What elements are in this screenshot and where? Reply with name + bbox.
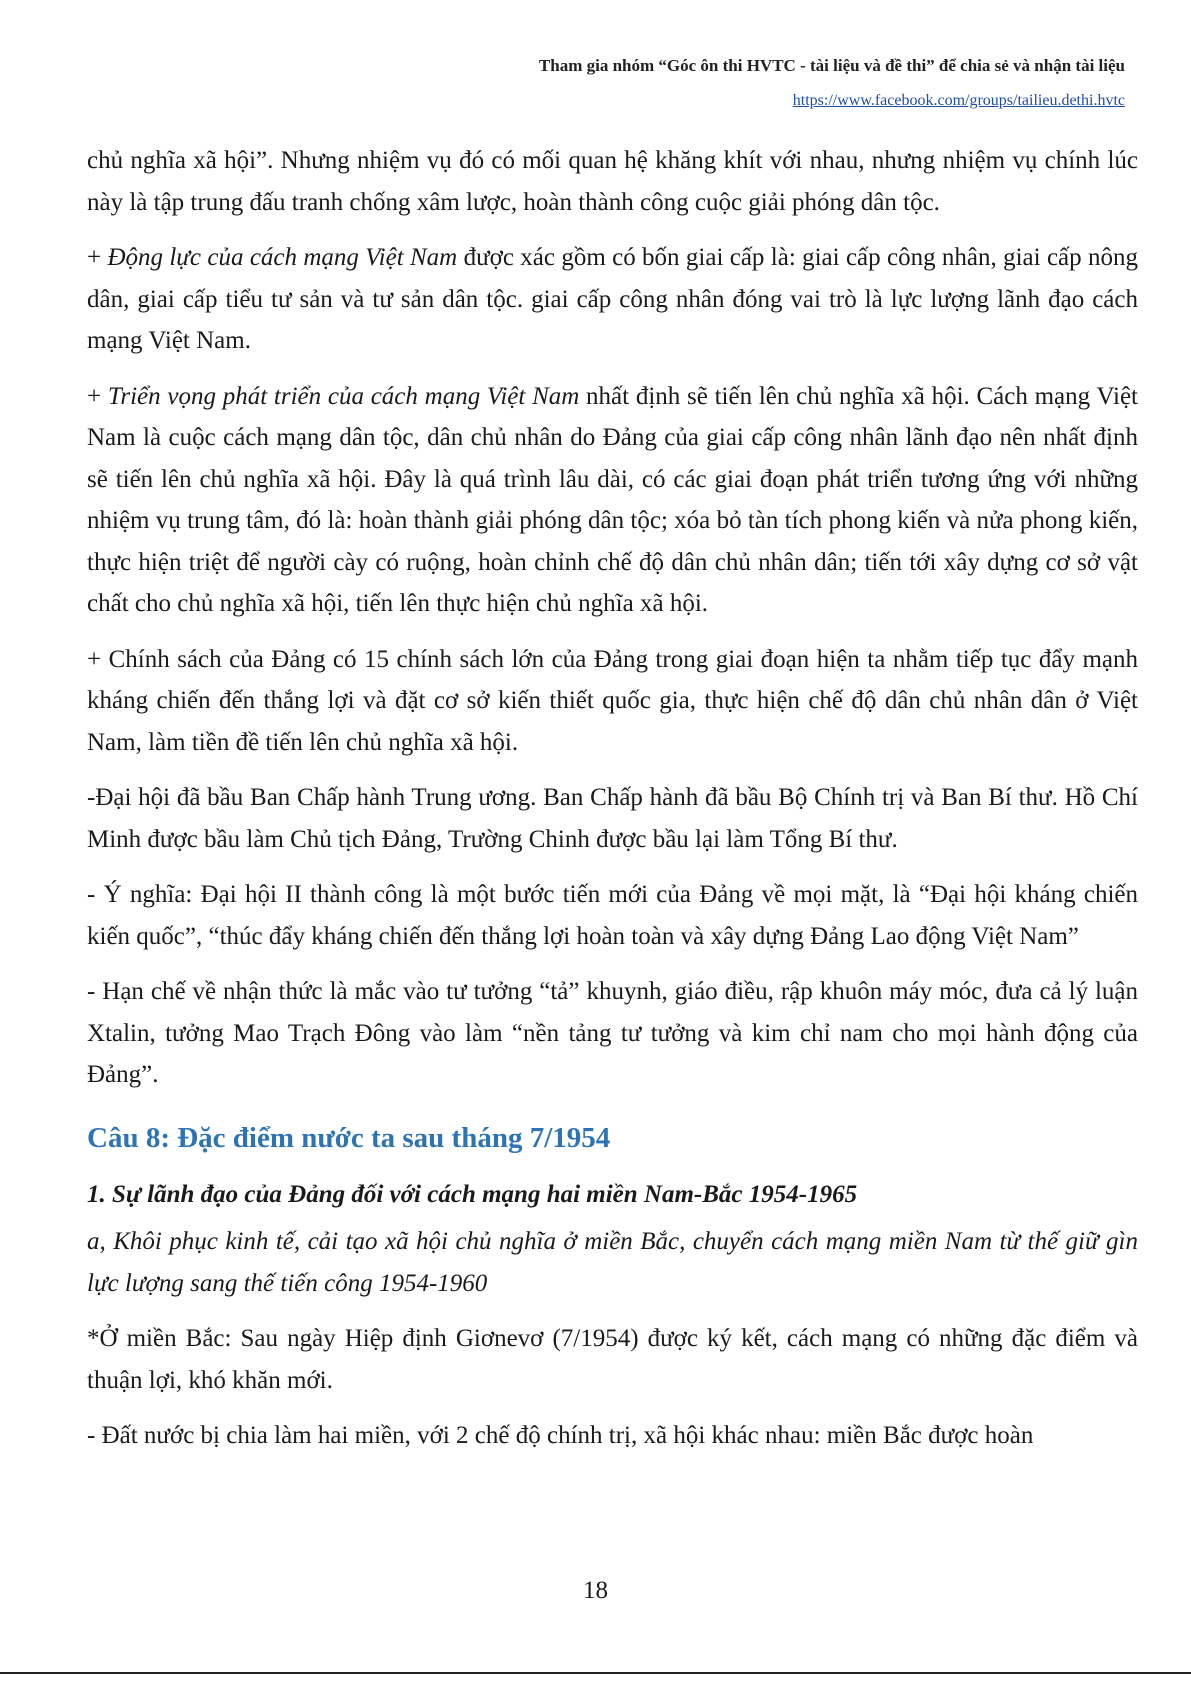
section-heading: Câu 8: Đặc điểm nước ta sau tháng 7/1954 [87, 1121, 611, 1154]
paragraph-dong-luc [87, 237, 1138, 362]
paragraph: -Đại hội đã bầu Ban Chấp hành Trung ương. Ban Chấp hành đã bầu Bộ Chính trị và Ban Bí thư. Hồ Chí Minh được bầu làm Chủ tịch Đảng, Trường Chinh được bầu lại làm Tổng Bí thư. [87, 784, 1138, 853]
paragraph-trien-vong [87, 376, 1138, 625]
document-body [87, 140, 1138, 1471]
paragraph: - Ý nghĩa: Đại hội II thành công là một bước tiến mới của Đảng về mọi mặt, là “Đại hội kháng chiến kiến quốc”, “thúc đẩy kháng chiến đến thắng lợi hoàn toàn và xây dựng Đảng Lao động Việt Nam” [87, 881, 1138, 950]
subsection-subheading: a, Khôi phục kinh tế, cải tạo xã hội chủ nghĩa ở miền Bắc, chuyển cách mạng miền Nam từ thế giữ gìn lực lượng sang thế tiến công 1954-1960 [87, 1228, 1138, 1297]
paragraph: chủ nghĩa xã hội”. Nhưng nhiệm vụ đó có mối quan hệ khăng khít với nhau, nhưng nhiệm vụ chính lúc này là tập trung đấu tranh chống xâm lược, hoàn thành công cuộc giải phóng dân tộc. [87, 147, 1138, 216]
paragraph: - Đất nước bị chia làm hai miền, với 2 chế độ chính trị, xã hội khác nhau: miền Bắc được hoàn [87, 1422, 1034, 1449]
header-group-link[interactable]: https://www.facebook.com/groups/tailieu.dethi.hvtc [792, 92, 1125, 109]
header-title: Tham gia nhóm “Góc ôn thi HVTC - tài liệu và đề thi” để chia sẻ và nhận tài liệu [538, 56, 1125, 75]
bullet-prefix: + [87, 382, 108, 410]
paragraph-text: nhất định sẽ tiến lên chủ nghĩa xã hội. Cách mạng Việt Nam là cuộc cách mạng dân tộc, dân chủ nhân do Đảng của giai cấp công nhân lãnh đạo nên nhất định sẽ tiến lên chủ nghĩa xã hội. Đây là quá trình lâu dài, có các giai đoạn phát triển tương ứng với những nhiệm vụ trung tâm, đó là: hoàn thành giải phóng dân tộc; xóa bỏ tàn tích phong kiến và nửa phong kiến, thực hiện triệt để người cày có ruộng, hoàn chỉnh chế độ dân chủ nhân dân; tiến tới xây dựng cơ sở vật chất cho chủ nghĩa xã hội, tiến lên thực hiện chủ nghĩa xã hội. [87, 382, 1138, 617]
paragraph: *Ở miền Bắc: Sau ngày Hiệp định Giơnevơ (7/1954) được ký kết, cách mạng có những đặc điểm và thuận lợi, khó khăn mới. [87, 1325, 1138, 1394]
italic-term: Triển vọng phát triển của cách mạng Việt Nam [107, 382, 580, 410]
bottom-divider [0, 1672, 1191, 1674]
paragraph-text: được xác gồm có bốn giai cấp là: giai cấp công nhân, giai cấp nông dân, giai cấp tiểu tư sản và tư sản dân tộc. giai cấp công nhân đóng vai trò là lực lượng lãnh đạo cách mạng Việt Nam. [87, 244, 1138, 354]
page-number: 18 [583, 1577, 608, 1604]
paragraph: - Hạn chế về nhận thức là mắc vào tư tưởng “tả” khuynh, giáo điều, rập khuôn máy móc, đưa cả lý luận Xtalin, tưởng Mao Trạch Đông vào làm “nền tảng tư tưởng và kim chỉ nam cho mọi hành động của Đảng”. [87, 978, 1138, 1088]
bullet-prefix: + [87, 244, 108, 271]
italic-term: Động lực của cách mạng Việt Nam [107, 244, 458, 271]
paragraph: + Chính sách của Đảng có 15 chính sách lớn của Đảng trong giai đoạn hiện ta nhằm tiếp tục đẩy mạnh kháng chiến đến thắng lợi và đặt cơ sở kiến thiết quốc gia, thực hiện chế độ dân chủ nhân dân ở Việt Nam, làm tiền đề tiến lên chủ nghĩa xã hội. [87, 645, 1138, 756]
subsection-heading: 1. Sự lãnh đạo của Đảng đối với cách mạng hai miền Nam-Bắc 1954-1965 [87, 1180, 858, 1208]
